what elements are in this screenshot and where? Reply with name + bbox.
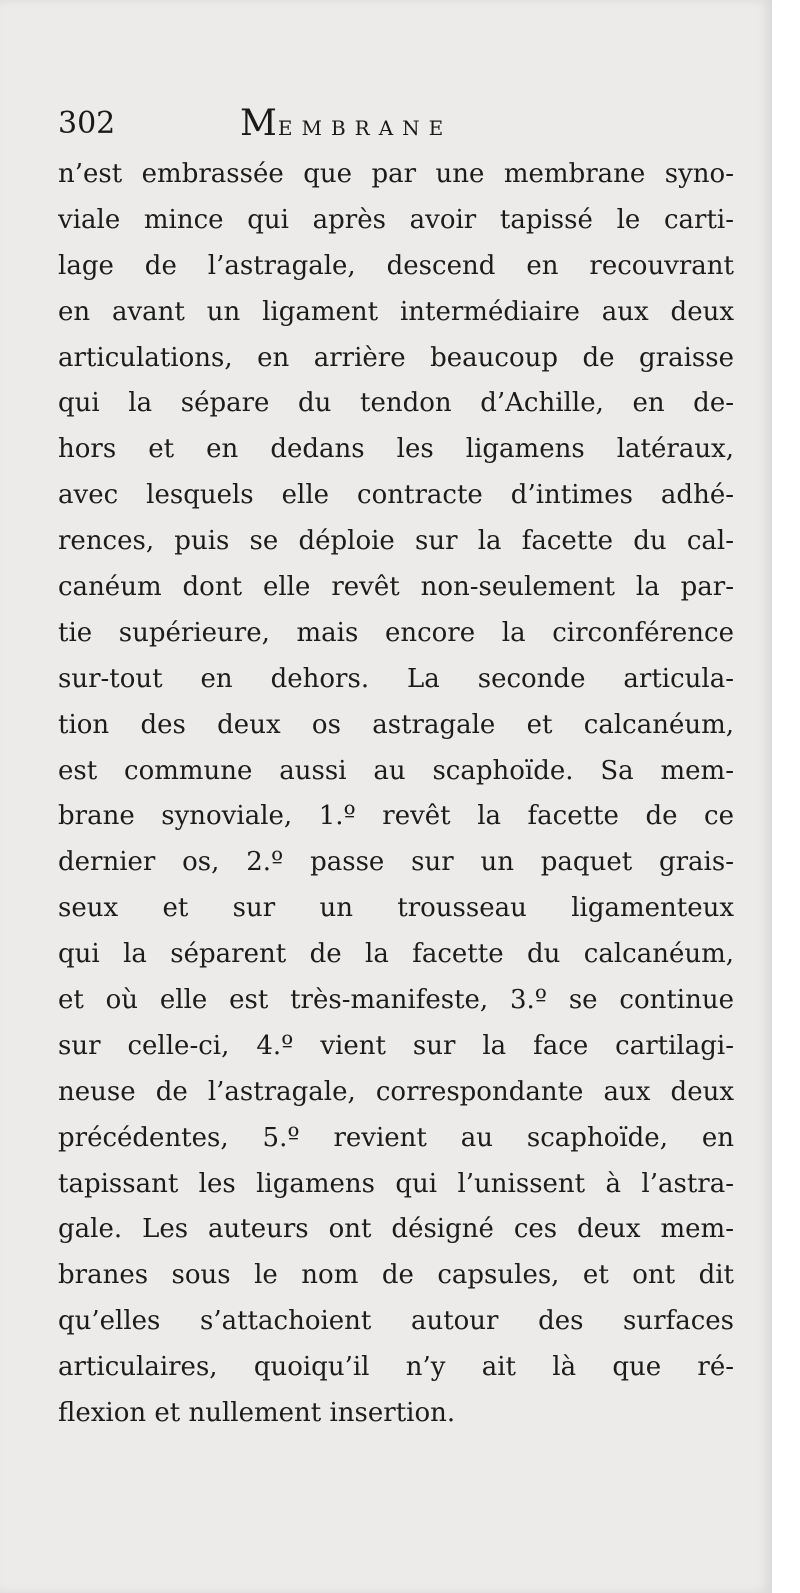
text-line: hors et en dedans les ligamens latéraux, [58,434,734,465]
body-text [58,152,734,1437]
text-line: en avant un ligament intermédiaire aux deux [58,296,734,327]
text-line: avec lesquels elle contracte d’intimes adhé- [58,480,734,511]
text-line: n’est embrassée que par une membrane syno- [58,159,734,189]
text-line-last: flexion et nullement insertion. [58,1398,456,1429]
text-line: dernier os, 2.º passe sur un paquet grais- [58,847,734,878]
text-line: qu’elles s’attachoient autour des surfaces [58,1306,734,1337]
text-line: tapissant les ligamens qui l’unissent à l’astra- [58,1168,734,1199]
text-line: sur-tout en dehors. La seconde articula- [58,663,734,694]
text-line: branes sous le nom de capsules, et ont dit [58,1260,734,1291]
page-margin-right [772,0,800,1593]
text-line: articulations, en arrière beaucoup de graisse [58,342,734,373]
text-line: viale mince qui après avoir tapissé le carti- [58,204,734,235]
header-title-rest: EMBRANE [277,116,453,140]
text-line: qui la sépare du tendon d’Achille, en de- [58,388,734,419]
text-line: tion des deux os astragale et calcanéum, [58,709,734,740]
text-line: gale. Les auteurs ont désigné ces deux mem- [58,1214,734,1245]
text-line: tie supérieure, mais encore la circonférence [58,617,734,648]
text-line: rences, puis se déploie sur la facette du cal- [58,526,734,557]
text-line: précédentes, 5.º revient au scaphoïde, en [58,1122,734,1153]
text-line: seux et sur un trousseau ligamenteux [58,893,734,924]
text-line: sur celle-ci, 4.º vient sur la face cartilagi- [58,1030,734,1061]
page-number: 302 [58,106,116,141]
text-line: est commune aussi au scaphoïde. Sa mem- [58,755,734,786]
text-line: brane synoviale, 1.º revêt la facette de ce [58,801,734,832]
text-line: articulaires, quoiqu’il n’y ait là que ré- [58,1352,734,1383]
text-line: qui la séparent de la facette du calcanéum, [58,939,734,970]
text-line: lage de l’astragale, descend en recouvrant [58,250,734,281]
text-line: et où elle est très-manifeste, 3.º se continue [58,985,734,1016]
text-line: neuse de l’astragale, correspondante aux deux [58,1076,734,1107]
header-title [240,100,452,152]
running-head [58,100,758,148]
header-title-initial: M [240,103,278,144]
text-line: canéum dont elle revêt non-seulement la par- [58,572,734,603]
